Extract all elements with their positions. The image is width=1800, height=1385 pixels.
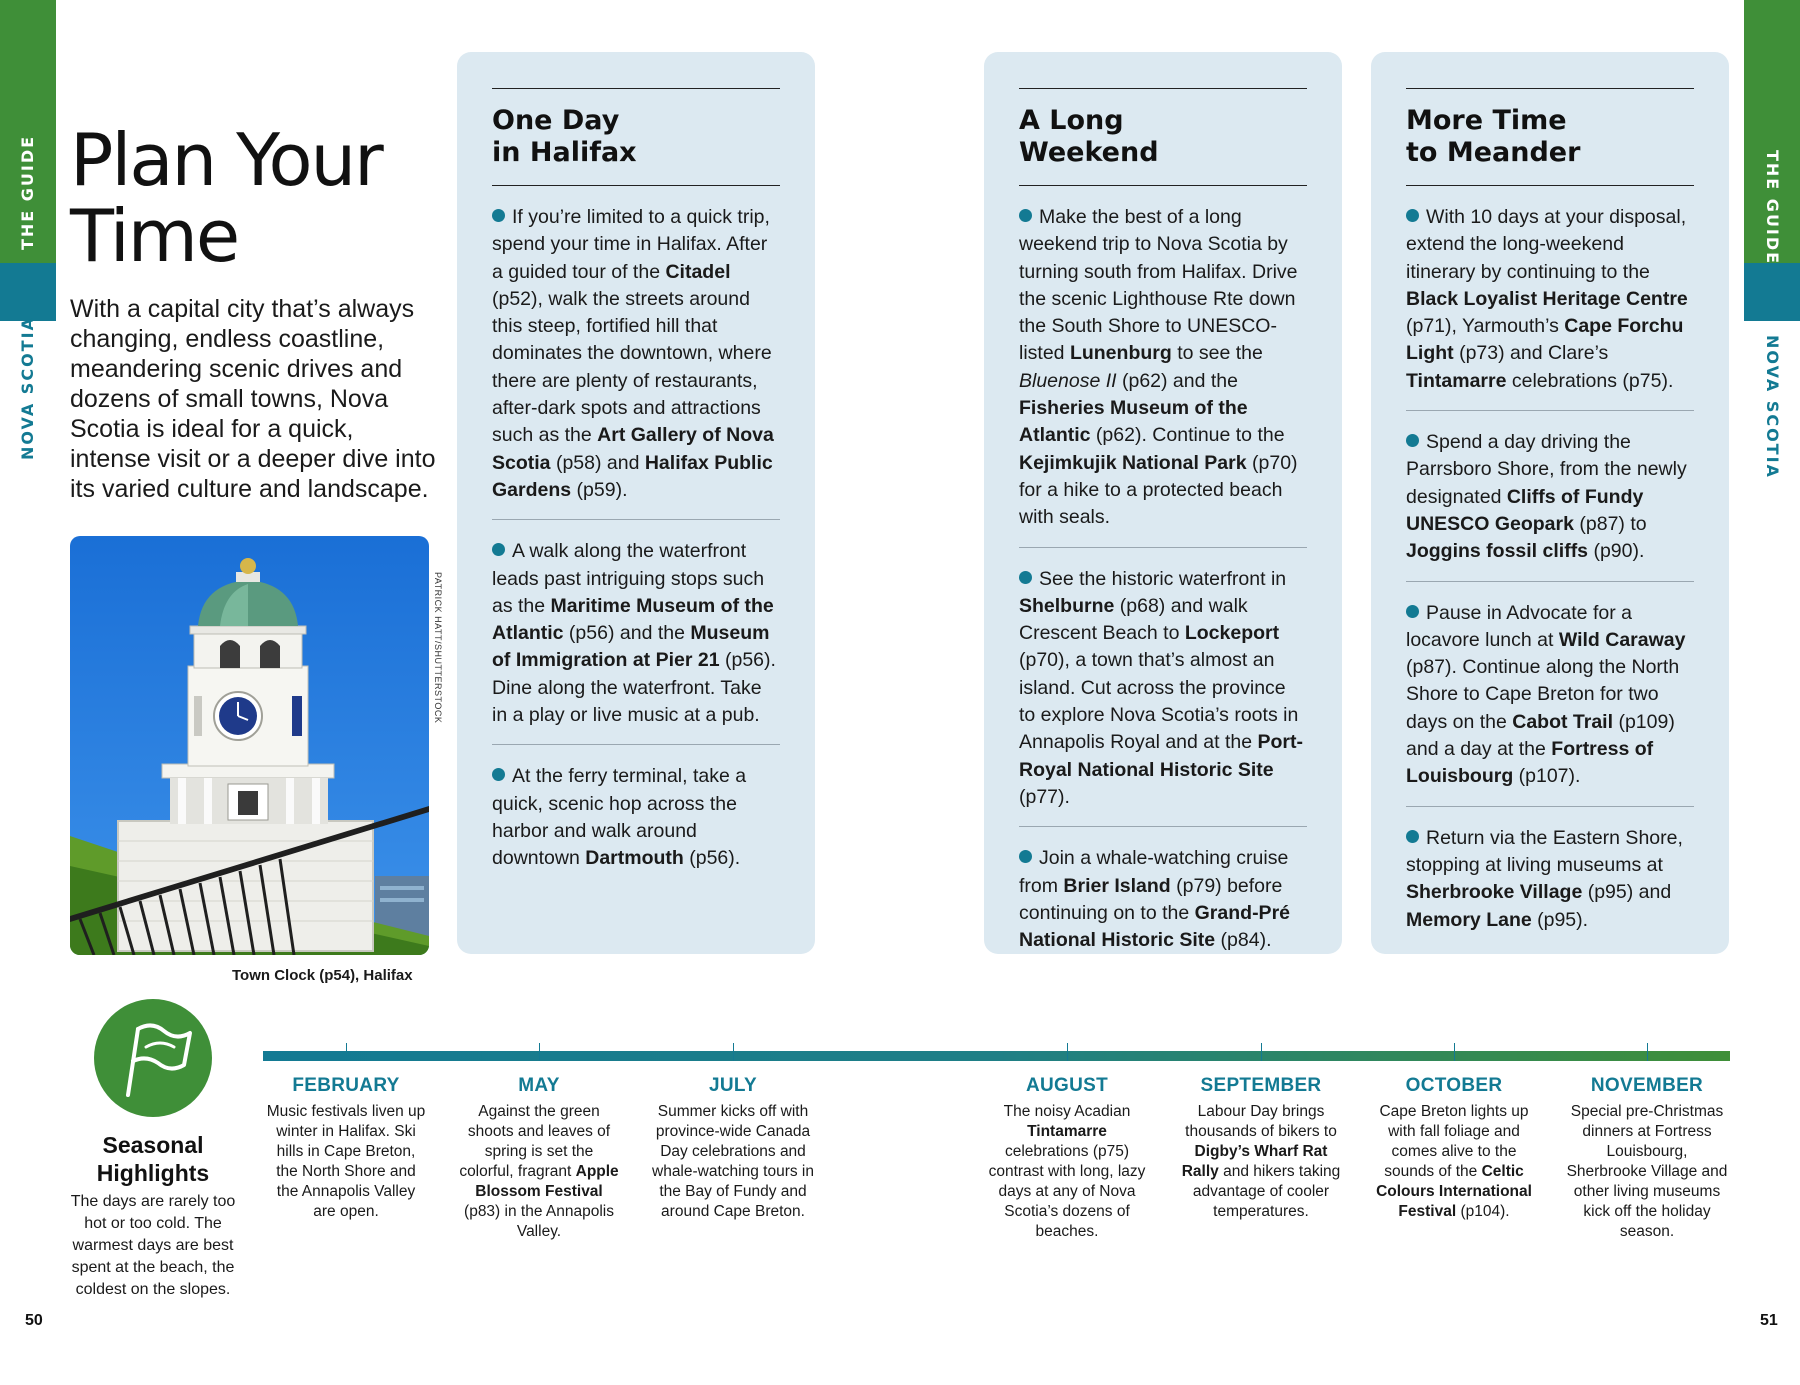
text-run: See the historic waterfront in [1039, 567, 1287, 590]
month-name: NOVEMBER [1590, 1075, 1704, 1096]
bullet-dot-icon [1406, 830, 1419, 843]
text-run: (p87). Continue along the North Shore to Cape Breton for two days on the [1406, 656, 1680, 733]
month-name: FEBRUARY [292, 1075, 400, 1096]
timeline-tick [1454, 1043, 1455, 1061]
timeline-tick [346, 1043, 347, 1061]
month-description [264, 1102, 428, 1222]
card-title [1019, 89, 1307, 186]
text-run: Labour Day brings thousands of bikers to [1185, 1103, 1337, 1140]
timeline-tick [1261, 1043, 1262, 1061]
text-run: (p95) and [1582, 881, 1672, 904]
card-title-line: Weekend [1019, 137, 1159, 168]
text-run: (p107). [1513, 765, 1581, 788]
bold-place-name: Dartmouth [585, 847, 684, 870]
town-clock-photo [70, 536, 429, 955]
text-run: (p56). Dine along the waterfront. Take in a play or live music at a pub. [492, 649, 776, 727]
text-run: Against the green shoots and leaves of spring is set the colorful, fragrant [459, 1103, 611, 1180]
month-description [651, 1102, 815, 1222]
bold-place-name: Halifax Public Gardens [492, 451, 773, 501]
month-name: MAY [518, 1075, 560, 1096]
text-run: (p68) and walk Crescent Beach to [1019, 594, 1248, 645]
bold-place-name: Fisheries Museum of the Atlantic [1019, 397, 1248, 447]
card-title [492, 89, 780, 186]
itinerary-item [1406, 581, 1694, 806]
text-run: (p56). [683, 847, 741, 870]
side-tab-region-label: NOVA SCOTIA [18, 316, 37, 460]
side-tab-section-label: THE GUIDE [18, 134, 37, 250]
text-run: to see the [1171, 342, 1263, 365]
card-items [492, 186, 780, 888]
timeline-month [264, 1074, 428, 1222]
bold-place-name: Shelburne [1019, 594, 1115, 617]
itinerary-item [1406, 410, 1694, 580]
text-run: (p104). [1456, 1203, 1510, 1220]
text-run: (p79) before continuing on to the [1019, 874, 1283, 924]
bold-place-name: Celtic Colours International Festival [1376, 1163, 1532, 1220]
seasonal-badge [94, 999, 212, 1117]
text-run: (p62) and the [1116, 369, 1238, 392]
text-run: (p70) for a hike to a protected beach with seals. [1019, 451, 1298, 529]
text-run: (p70), a town that’s almost an island. Cut across the province to explore Nova Scotia’s roots in Annapolis Royal and at the [1019, 649, 1299, 754]
timeline-tick [1647, 1043, 1648, 1061]
flag-icon [94, 999, 212, 1117]
bold-place-name: Kejimkujik National Park [1019, 451, 1247, 474]
side-tab-region-label: NOVA SCOTIA [1763, 335, 1782, 479]
card-title-line: in Halifax [492, 137, 637, 168]
bullet-dot-icon [492, 768, 505, 781]
timeline-month [457, 1074, 621, 1242]
page-title [70, 118, 382, 278]
itinerary-item [1406, 806, 1694, 949]
itinerary-item [492, 519, 780, 744]
bold-place-name: Black Loyalist Heritage Centre [1406, 287, 1688, 310]
month-name: JULY [708, 1075, 758, 1096]
bold-place-name: Lunenburg [1069, 342, 1172, 365]
bold-place-name: Grand-Pré National Historic Site [1019, 901, 1290, 952]
text-run: (p77). [1019, 785, 1070, 808]
photo-caption: Town Clock (p54), Halifax [232, 967, 413, 984]
text-run: Make the best of a long weekend trip to Nova Scotia by turning south from Halifax. Drive the scenic Lighthouse Rte down the South Shore to UNESCO-listed [1019, 206, 1298, 365]
bullet-dot-icon [1019, 571, 1032, 584]
text-run: (p95). [1531, 908, 1589, 931]
bold-place-name: Port-Royal National Historic Site [1019, 731, 1303, 781]
itinerary-item [492, 186, 780, 519]
card-title-line: A Long [1019, 105, 1124, 136]
bold-place-name: Museum of Immigration at Pier 21 [492, 622, 770, 672]
text-run: Join a whale-watching cruise from [1019, 847, 1289, 897]
page-title-line: Plan Your [70, 118, 382, 202]
text-run: Summer kicks off with province-wide Canada Day celebrations and whale-watching tours in the Bay of Fundy and around Cape Breton. [652, 1103, 814, 1220]
photo-credit: PATRICK HATT/SHUTTERSTOCK [433, 572, 443, 724]
text-run: Music festivals liven up winter in Halifax. Ski hills in Cape Breton, the North Shore and the Annapolis Valley are open. [266, 1103, 426, 1220]
bullet-dot-icon [1019, 850, 1032, 863]
bold-place-name: Brier Island [1063, 874, 1171, 897]
itinerary-card-one-day [457, 52, 815, 954]
card-title [1406, 89, 1694, 186]
text-run: With 10 days at your disposal, extend the long-weekend itinerary by continuing to the [1406, 206, 1687, 283]
text-run: celebrations (p75) contrast with long, lazy days at any of Nova Scotia’s dozens of beaches. [988, 1143, 1146, 1240]
text-run: If you’re limited to a quick trip, spend your time in Halifax. After a guided tour of the [492, 206, 770, 283]
intro-paragraph: With a capital city that’s always changing, endless coastline, meandering scenic drives and dozens of small towns, Nova Scotia is ideal for a quick, intense visit or a deeper dive into its varied culture and landscape. [70, 295, 436, 503]
timeline-month [1179, 1074, 1343, 1222]
bold-place-name: Memory Lane [1406, 908, 1532, 931]
timeline-month [985, 1074, 1149, 1242]
month-description [1179, 1102, 1343, 1222]
bold-place-name: Cabot Trail [1512, 710, 1614, 733]
bold-place-name: Lockeport [1184, 622, 1280, 645]
card-title-line: More Time [1406, 105, 1567, 136]
card-title-line: to Meander [1406, 137, 1581, 168]
page-number-right: 51 [1760, 1312, 1778, 1329]
itinerary-card-long-weekend [984, 52, 1342, 954]
side-tab-teal-block [1744, 263, 1800, 321]
text-run: celebrations (p75). [1506, 369, 1674, 392]
card-items [1406, 186, 1694, 949]
itinerary-item [1019, 826, 1307, 969]
month-name: AUGUST [1025, 1075, 1109, 1096]
bullet-dot-icon [492, 209, 505, 222]
text-run: (p109) and a day at the [1406, 710, 1675, 761]
text-run: (p71), Yarmouth’s [1406, 315, 1565, 338]
side-tab-section-label: THE GUIDE [1763, 150, 1782, 266]
text-run: (p52), walk the streets around this steep, fortified hill that dominates the downtown, where there are plenty of restaurants, after-dark spots and attractions such as the [492, 287, 772, 447]
bold-place-name: Cliffs of Fundy UNESCO Geopark [1406, 485, 1644, 535]
seasonal-title [64, 1131, 242, 1187]
italic-text: Bluenose II [1019, 369, 1117, 392]
card-items [1019, 186, 1307, 969]
timeline-month [651, 1074, 815, 1222]
bold-place-name: Wild Caraway [1558, 628, 1686, 651]
timeline-bar [263, 1051, 1730, 1061]
seasonal-title-line: Highlights [96, 1160, 210, 1186]
seasonal-title-line: Seasonal [102, 1132, 204, 1158]
bullet-dot-icon [492, 543, 505, 556]
bold-place-name: Apple Blossom Festival [475, 1163, 619, 1200]
text-run: The noisy Acadian [1003, 1103, 1131, 1120]
text-run: (p84). [1215, 929, 1272, 952]
text-run: Cape Breton lights up with fall foliage and comes alive to the sounds of the [1379, 1103, 1529, 1180]
text-run: Spend a day driving the Parrsboro Shore, from the newly designated [1406, 431, 1687, 508]
text-run: (p73) and Clare’s [1453, 342, 1609, 365]
text-run: (p56) and the [563, 622, 691, 645]
bold-place-name: Digby’s Wharf Rat Rally [1181, 1143, 1328, 1180]
itinerary-card-more-time [1371, 52, 1729, 954]
bullet-dot-icon [1019, 209, 1032, 222]
text-run: (p58) and [550, 451, 645, 474]
text-run: (p83) in the Annapolis Valley. [464, 1203, 614, 1240]
text-run: (p59). [571, 478, 628, 501]
bold-place-name: Citadel [665, 260, 731, 283]
text-run: (p62). Continue to the [1090, 424, 1285, 447]
timeline-month [1372, 1074, 1536, 1222]
text-run: (p90). [1588, 540, 1645, 563]
timeline-tick [1067, 1043, 1068, 1061]
bold-place-name: Art Gallery of Nova Scotia [492, 424, 774, 474]
seasonal-description: The days are rarely too hot or too cold. The warmest days are best spent at the beach, the coldest on the slopes. [70, 1193, 236, 1298]
bullet-dot-icon [1406, 605, 1419, 618]
text-run: and hikers taking advantage of cooler temperatures. [1192, 1163, 1341, 1220]
month-description [1565, 1102, 1729, 1242]
itinerary-item [1019, 547, 1307, 827]
side-tab-teal-block [0, 263, 56, 321]
card-title-line: One Day [492, 105, 620, 136]
itinerary-item [492, 744, 780, 887]
timeline-month [1565, 1074, 1729, 1242]
timeline-tick [733, 1043, 734, 1061]
itinerary-item [1019, 186, 1307, 547]
text-run: Special pre-Christmas dinners at Fortress Louisbourg, Sherbrooke Village and other living museums kick off the holiday season. [1566, 1103, 1728, 1240]
bold-place-name: Cape Forchu Light [1406, 315, 1684, 365]
text-run: A walk along the waterfront leads past intriguing stops such as the [492, 540, 765, 617]
month-description [1372, 1102, 1536, 1222]
bold-place-name: Tintamarre [1027, 1123, 1107, 1140]
page-title-line: Time [70, 194, 239, 278]
bold-place-name: Joggins fossil cliffs [1406, 540, 1589, 563]
bold-place-name: Tintamarre [1406, 369, 1507, 392]
bold-place-name: Sherbrooke Village [1406, 881, 1583, 904]
month-name: SEPTEMBER [1200, 1075, 1322, 1096]
bullet-dot-icon [1406, 434, 1419, 447]
timeline-tick [539, 1043, 540, 1061]
text-run: Return via the Eastern Shore, stopping at living museums at [1406, 826, 1683, 876]
itinerary-item [1406, 186, 1694, 410]
text-run: (p87) to [1573, 512, 1647, 535]
month-name: OCTOBER [1405, 1075, 1503, 1096]
text-run: At the ferry terminal, take a quick, scenic hop across the harbor and walk around downtown [492, 765, 747, 870]
month-description [985, 1102, 1149, 1242]
month-description [457, 1102, 621, 1242]
text-run: Pause in Advocate for a locavore lunch at [1406, 601, 1632, 651]
bullet-dot-icon [1406, 209, 1419, 222]
page-number-left: 50 [25, 1312, 43, 1329]
bold-place-name: Fortress of Louisbourg [1406, 738, 1654, 788]
bold-place-name: Maritime Museum of the Atlantic [492, 594, 774, 645]
